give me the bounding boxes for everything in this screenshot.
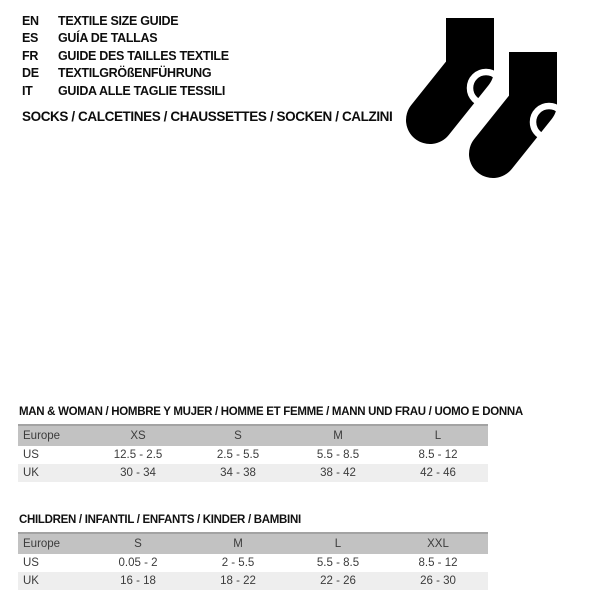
category-line: SOCKS / CALCETINES / CHAUSSETTES / SOCKEN / CALZINI (22, 109, 393, 124)
column-header-size: XS (130, 430, 146, 442)
size-value: 2.5 - 5.5 (216, 449, 260, 461)
column-header-size: M (333, 430, 343, 442)
language-label: TEXTILE SIZE GUIDE (58, 13, 179, 28)
language-code: FR (22, 48, 39, 63)
region-label: US (23, 557, 39, 569)
language-label: GUÍA DE TALLAS (58, 31, 158, 46)
region-label: US (23, 449, 39, 461)
language-label: TEXTILGRÖßENFÜHRUNG (58, 66, 212, 81)
language-row-fr (22, 47, 229, 65)
column-header-region: Europe (23, 538, 61, 550)
table-row-uk (18, 464, 488, 482)
sock-front (493, 52, 565, 154)
socks-icon (403, 8, 593, 193)
language-label: GUIDE DES TAILLES TEXTILE (58, 48, 229, 63)
column-header-size: XXL (427, 538, 449, 550)
table-row-us (18, 554, 488, 572)
children-header-row (18, 533, 488, 554)
language-row-de (22, 65, 229, 83)
size-value: 18 - 22 (220, 575, 256, 587)
size-value: 16 - 18 (120, 575, 156, 587)
size-value: 42 - 46 (420, 467, 456, 479)
adults-size-section (18, 406, 523, 482)
size-value: 26 - 30 (420, 575, 456, 587)
column-header-size: S (234, 430, 242, 442)
column-header-size: L (434, 430, 442, 442)
language-code: DE (22, 66, 39, 81)
size-value: 2 - 5.5 (221, 557, 255, 569)
adults-size-table (18, 424, 488, 482)
children-size-section (18, 514, 488, 590)
size-value: 12.5 - 2.5 (113, 449, 163, 461)
size-value: 8.5 - 12 (418, 449, 458, 461)
size-value: 34 - 38 (220, 467, 256, 479)
region-label: UK (23, 575, 39, 587)
size-value: 30 - 34 (120, 467, 156, 479)
children-table-title: CHILDREN / INFANTIL / ENFANTS / KINDER / BAMBINI (19, 514, 301, 526)
column-header-region: Europe (23, 430, 61, 442)
column-header-size: S (134, 538, 142, 550)
adults-table-title: MAN & WOMAN / HOMBRE Y MUJER / HOMME ET FEMME / MANN UND FRAU / UOMO E DONNA (19, 406, 523, 418)
language-code: EN (22, 13, 39, 28)
adults-header-row (18, 425, 488, 446)
language-code: IT (22, 83, 33, 98)
language-code: ES (22, 31, 39, 46)
language-row-en (22, 12, 229, 30)
table-row-uk (18, 572, 488, 590)
size-value: 22 - 26 (320, 575, 356, 587)
table-row-us (18, 446, 488, 464)
size-value: 5.5 - 8.5 (316, 449, 360, 461)
sock-back (430, 18, 502, 120)
size-value: 8.5 - 12 (418, 557, 458, 569)
size-value: 0.05 - 2 (118, 557, 158, 569)
column-header-size: L (334, 538, 342, 550)
language-row-it (22, 82, 229, 100)
size-value: 5.5 - 8.5 (316, 557, 360, 569)
column-header-size: M (233, 538, 243, 550)
language-row-es (22, 30, 229, 48)
region-label: UK (23, 467, 39, 479)
size-value: 38 - 42 (320, 467, 356, 479)
socks-icon-svg (403, 8, 593, 193)
language-label: GUIDA ALLE TAGLIE TESSILI (58, 83, 226, 98)
language-list (22, 12, 229, 100)
children-size-table (18, 532, 488, 590)
